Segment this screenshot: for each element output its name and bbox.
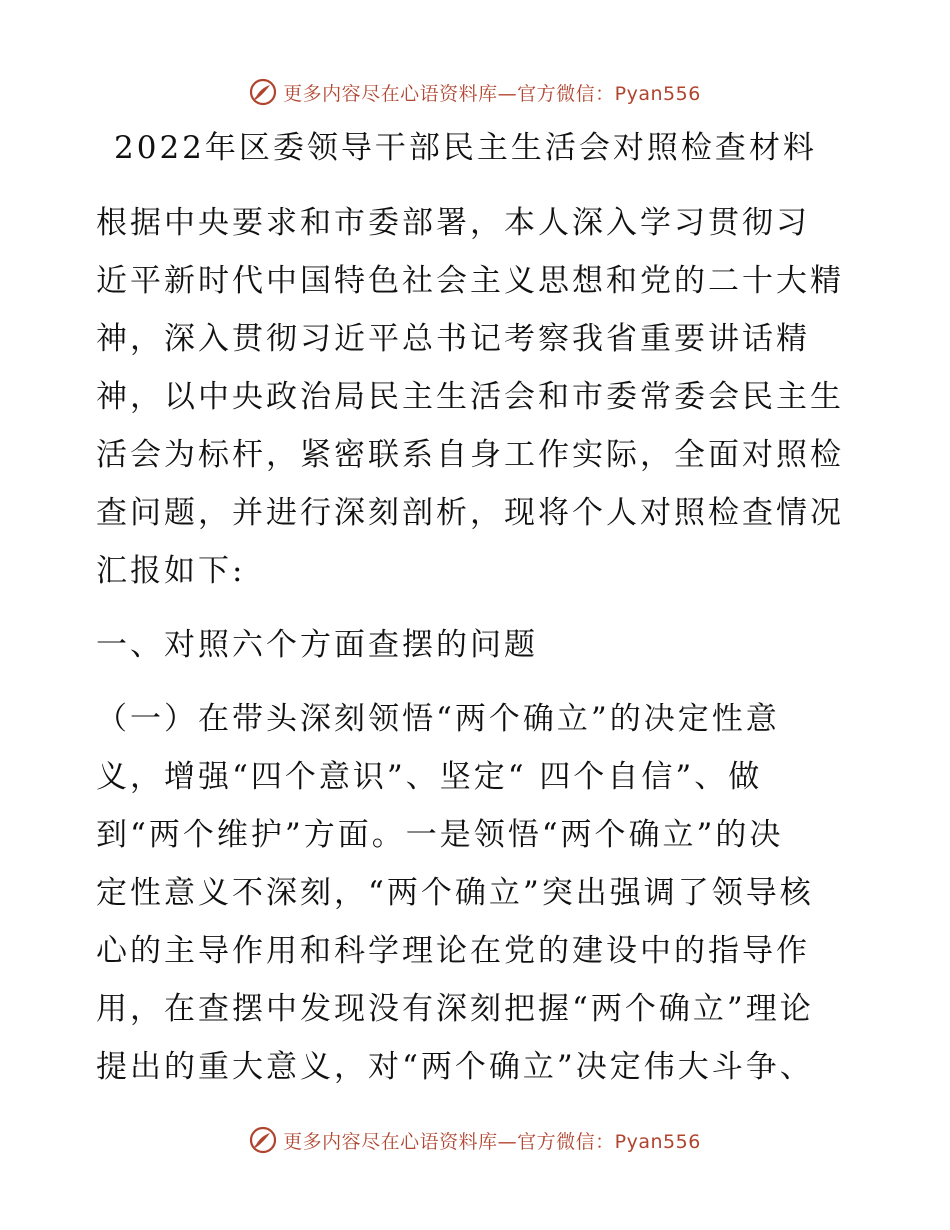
paragraph-line: 近平新时代中国特色社会主义思想和党的二十大精 [96,263,844,299]
document-body [96,116,856,1096]
red-quill-emblem-icon [249,1126,277,1154]
red-quill-emblem-icon [249,78,277,106]
paragraph-line: 提出的重大意义，对“两个确立”决定伟大斗争、 [96,1049,814,1085]
document-title: 2022年区委领导干部民主生活会对照检查材料 [114,130,817,166]
paragraph-line: 查问题，并进行深刻剖析，现将个人对照检查情况 [96,495,844,531]
paragraph-line: 根据中央要求和市委部署，本人深入学习贯彻习 [96,205,810,241]
paragraph-line: （一）在带头深刻领悟“两个确立”的决定性意 [96,701,780,737]
paragraph-line: 到“两个维护”方面。一是领悟“两个确立”的决 [96,817,784,853]
watermark-text: 更多内容尽在心语资料库—官方微信：Pyan556 [283,1130,701,1153]
paragraph-line: 神，以中央政治局民主生活会和市委常委会民主生 [96,379,844,415]
paragraph-line: 活会为标杆，紧密联系自身工作实际，全面对照检 [96,437,844,473]
paragraph-line: 汇报如下: [96,553,246,589]
watermark-footer [0,1120,950,1160]
watermark-header [0,72,950,112]
paragraph-line: 心的主导作用和科学理论在党的建设中的指导作 [96,933,810,969]
paragraph-line: 神，深入贯彻习近平总书记考察我省重要讲话精 [96,321,810,357]
intro-paragraph [96,194,856,600]
section-paragraph [96,690,856,1096]
paragraph-line: 定性意义不深刻，“两个确立”突出强调了领导核 [96,875,814,911]
paragraph-line: 用，在查摆中发现没有深刻把握“两个确立”理论 [96,991,814,1027]
paragraph-line: 义，增强“四个意识”、坚定“ 四个自信”、做 [96,759,763,795]
watermark-text: 更多内容尽在心语资料库—官方微信：Pyan556 [283,82,701,105]
section-heading: 一、对照六个方面查摆的问题 [96,627,538,663]
